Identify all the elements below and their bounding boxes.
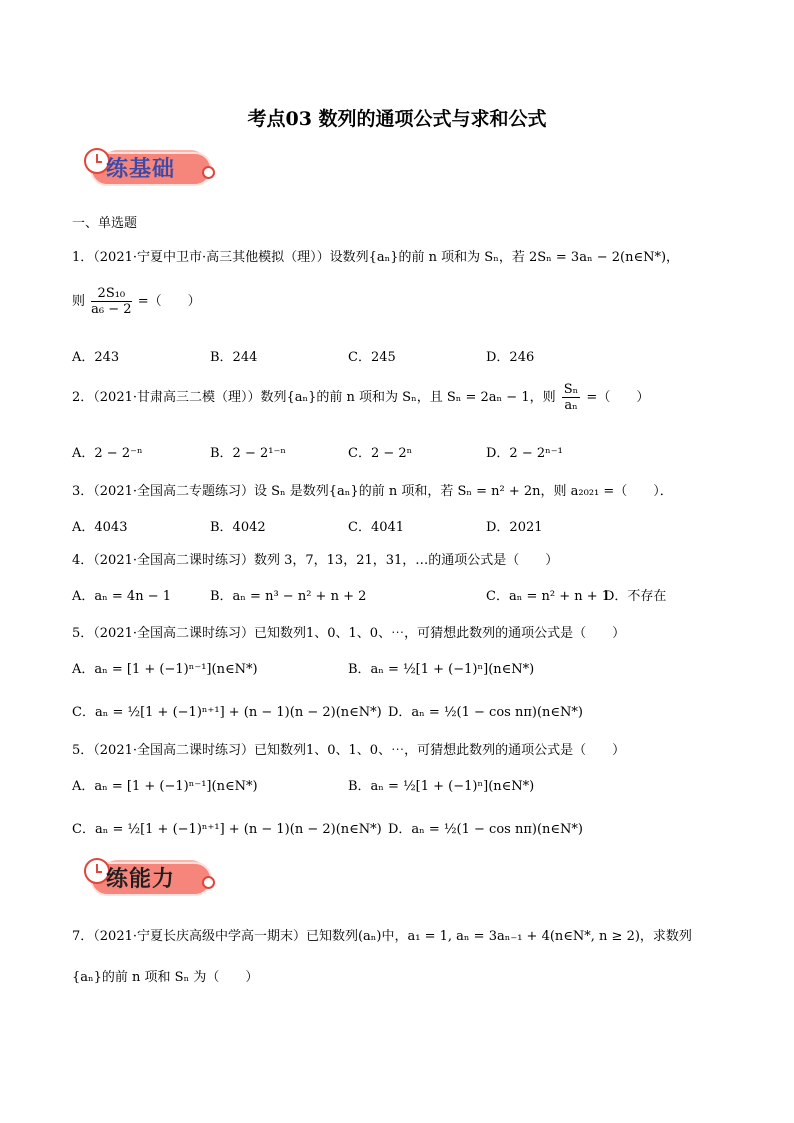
option-c: C．245 bbox=[348, 350, 396, 365]
question-2 bbox=[72, 382, 649, 413]
fraction bbox=[91, 286, 131, 317]
option-d: D．aₙ = ½(1 − cos nπ)(n∈N*) bbox=[388, 705, 583, 720]
ask-prefix: 则 bbox=[72, 294, 86, 309]
dot-icon bbox=[202, 166, 215, 179]
question-4-text: 4．（2021·全国高二课时练习）数列 3，7，13，21，31，…的通项公式是（ ） bbox=[72, 553, 559, 568]
option-b: B．aₙ = n³ − n² + n + 2 bbox=[210, 589, 367, 604]
question-5-repeat-text: 5．（2021·全国高二课时练习）已知数列1、0、1、0、⋯，可猜想此数列的通项公式是（ ） bbox=[72, 743, 626, 758]
option-a: A．aₙ = [1 + (−1)ⁿ⁻¹](n∈N*) bbox=[72, 662, 258, 677]
option-b: B．4042 bbox=[210, 520, 266, 535]
option-c: C．aₙ = ½[1 + (−1)ⁿ⁺¹] + (n − 1)(n − 2)(n∈N*) bbox=[72, 822, 382, 837]
option-c: C．aₙ = n² + n + 1 bbox=[486, 589, 611, 604]
question-7-text-2: {aₙ}的前 n 项和 Sₙ 为（ ） bbox=[72, 970, 259, 985]
question-1-text: 1．（2021·宁夏中卫市·高三其他模拟（理））设数列{aₙ}的前 n 项和为 Sₙ，若 2Sₙ = 3aₙ − 2(n∈N*)， bbox=[72, 250, 680, 265]
ask-suffix: =（ ） bbox=[586, 390, 650, 405]
dot-icon bbox=[202, 876, 215, 889]
fraction-numerator: 2S₁₀ bbox=[91, 286, 131, 302]
question-7-text: 7．（2021·宁夏长庆高级中学高一期末）已知数列(aₙ)中，a₁ = 1, aₙ = 3aₙ₋₁ + 4(n∈N*, n ≥ 2)，求数列 bbox=[72, 929, 692, 944]
option-b: B．2 − 2¹⁻ⁿ bbox=[210, 446, 286, 461]
ask-suffix: =（ ） bbox=[137, 294, 201, 309]
banner-label: 练基础 bbox=[106, 157, 176, 182]
section-heading: 一、单选题 bbox=[72, 216, 138, 231]
option-d: D．aₙ = ½(1 − cos nπ)(n∈N*) bbox=[388, 822, 583, 837]
question-2-text: 2．（2021·甘肃高三二模（理））数列{aₙ}的前 n 项和为 Sₙ，且 Sₙ = 2aₙ − 1，则 bbox=[72, 390, 556, 405]
option-a: A．2 − 2⁻ⁿ bbox=[72, 446, 143, 461]
option-b: B．aₙ = ½[1 + (−1)ⁿ](n∈N*) bbox=[348, 662, 535, 677]
option-d: D．2 − 2ⁿ⁻¹ bbox=[486, 446, 563, 461]
option-a: A．aₙ = 4n − 1 bbox=[72, 589, 171, 604]
fraction-denominator: aₙ bbox=[564, 398, 578, 413]
option-d: D．2021 bbox=[486, 520, 543, 535]
banner-basic bbox=[84, 148, 214, 188]
banner-ability bbox=[84, 858, 214, 898]
question-1-ask bbox=[72, 286, 201, 317]
option-a: A．4043 bbox=[72, 520, 128, 535]
option-c: C．4041 bbox=[348, 520, 405, 535]
option-b: B．244 bbox=[210, 350, 258, 365]
fraction-numerator: Sₙ bbox=[563, 382, 579, 397]
option-d: D．246 bbox=[486, 350, 535, 365]
fraction bbox=[562, 382, 581, 413]
page-title: 考点03 数列的通项公式与求和公式 bbox=[247, 108, 547, 130]
option-c: C．2 − 2ⁿ bbox=[348, 446, 413, 461]
option-c: C．aₙ = ½[1 + (−1)ⁿ⁺¹] + (n − 1)(n − 2)(n∈N*) bbox=[72, 705, 382, 720]
banner-label: 练能力 bbox=[106, 867, 176, 892]
option-d: D．不存在 bbox=[604, 589, 667, 604]
question-3-text: 3．（2021·全国高二专题练习）设 Sₙ 是数列{aₙ}的前 n 项和，若 Sₙ = n² + 2n，则 a₂₀₂₁ =（ ）． bbox=[72, 484, 673, 499]
question-5-text: 5．（2021·全国高二课时练习）已知数列1、0、1、0、⋯，可猜想此数列的通项公式是（ ） bbox=[72, 626, 626, 641]
option-b: B．aₙ = ½[1 + (−1)ⁿ](n∈N*) bbox=[348, 779, 535, 794]
option-a: A．243 bbox=[72, 350, 120, 365]
option-a: A．aₙ = [1 + (−1)ⁿ⁻¹](n∈N*) bbox=[72, 779, 258, 794]
fraction-denominator: a₆ − 2 bbox=[91, 302, 132, 317]
